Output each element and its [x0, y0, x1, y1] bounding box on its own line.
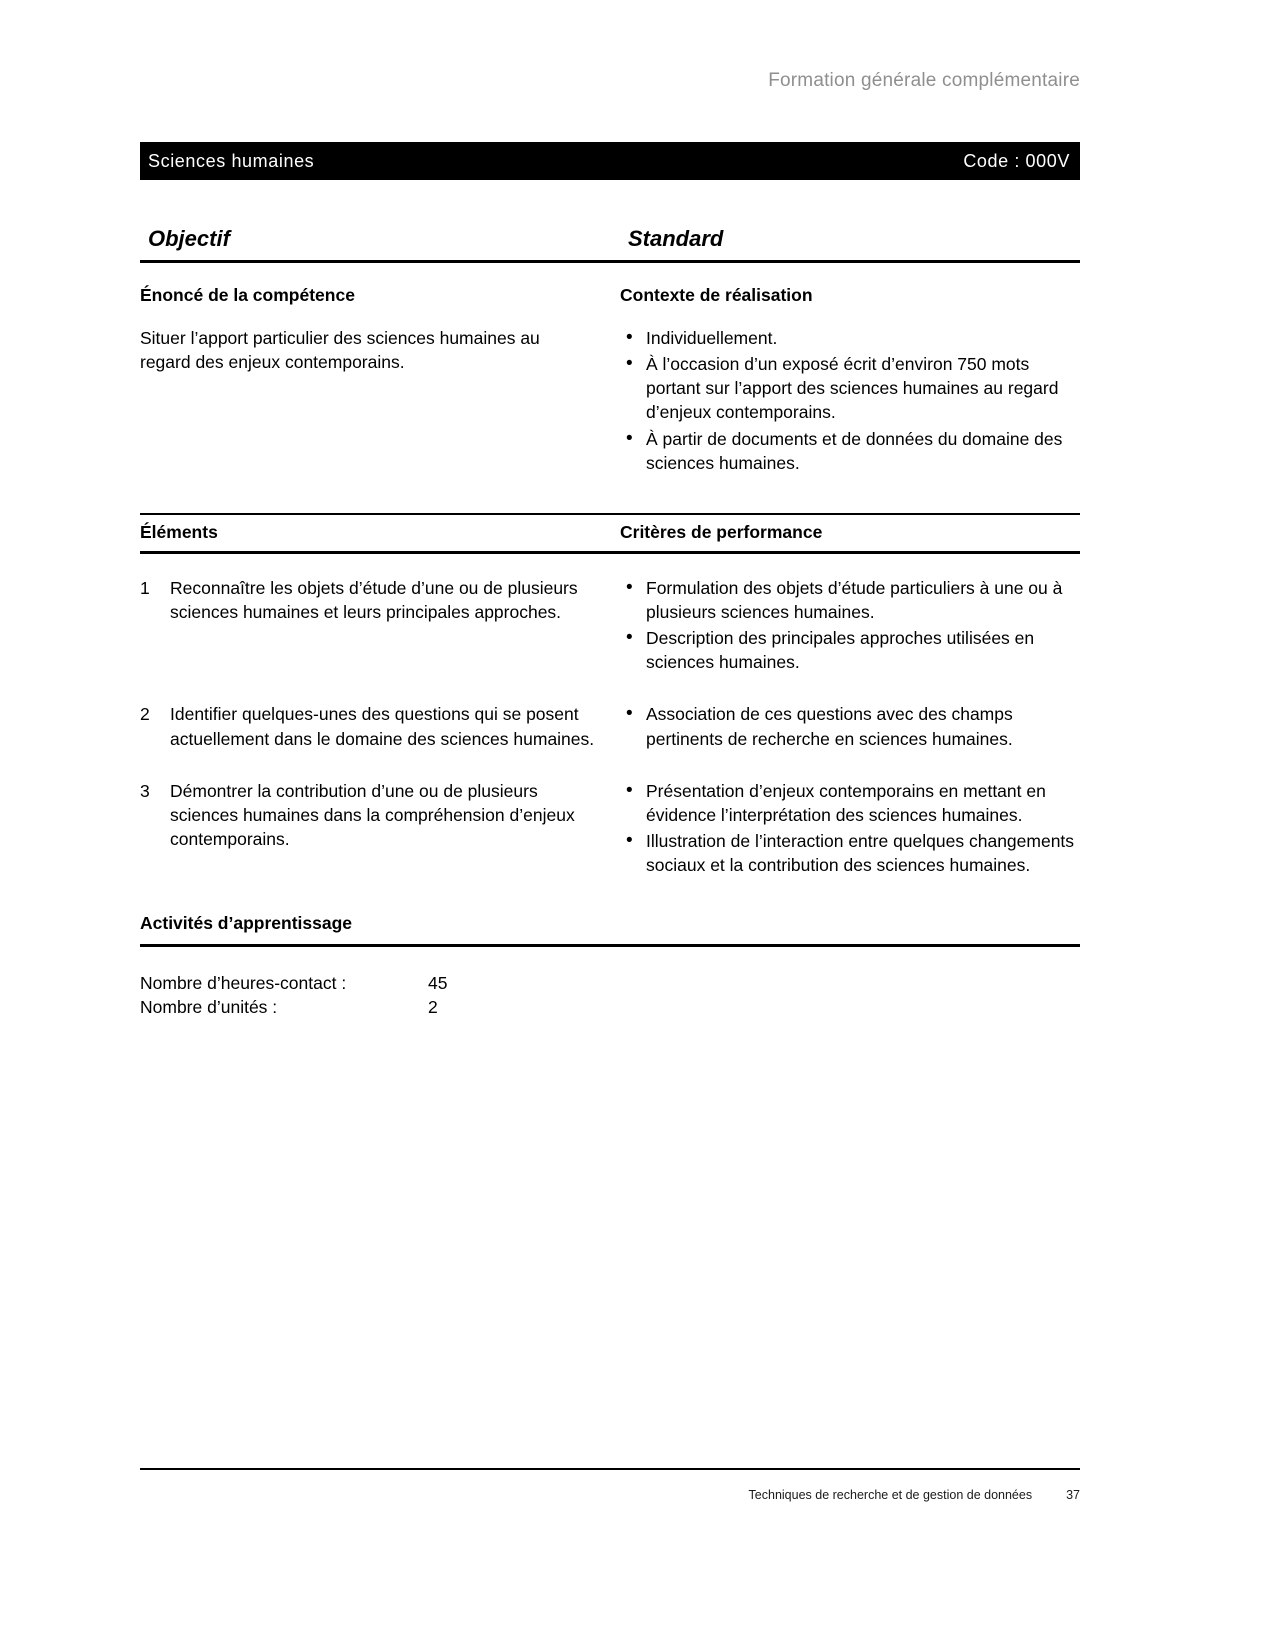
activity-item-units — [140, 995, 1080, 1019]
criteria-bullet: • Formulation des objets d’étude particuliers à une ou à plusieurs sciences humaines. — [620, 576, 1080, 624]
elements-heading: Éléments — [140, 521, 218, 542]
footer-page-number: 37 — [1066, 1488, 1080, 1502]
criteria-bullet: • Illustration de l’interaction entre quelques changements sociaux et la contribution des sciences humaines. — [620, 829, 1080, 877]
element-2 — [140, 702, 595, 752]
title-bar-course: Sciences humaines — [148, 150, 315, 171]
element-text: Identifier quelques-unes des questions qui se posent actuellement dans le domaine des sciences humaines. — [170, 704, 595, 749]
title-bar — [140, 142, 1080, 180]
header-note: Formation générale complémentaire — [768, 70, 1080, 91]
activity-label: Nombre d’heures-contact : — [140, 973, 347, 994]
criteres-heading: Critères de performance — [620, 521, 823, 542]
contexte-column — [620, 285, 1080, 477]
page-content — [140, 0, 1080, 1020]
contexte-heading: Contexte de réalisation — [620, 285, 813, 305]
criteria-bullet: • Présentation d’enjeux contemporains en mettant en évidence l’interprétation des sciences humaines. — [620, 779, 1080, 827]
activities-heading: Activités d’apprentissage — [140, 913, 1080, 947]
activity-item-hours — [140, 971, 1080, 995]
element-row-3 — [140, 779, 1080, 880]
competence-text: Situer l’apport particulier des sciences humaines au regard des enjeux contemporains. — [140, 328, 540, 373]
activity-value: 45 — [428, 973, 448, 994]
criteria-list-1 — [620, 576, 1080, 677]
elements-rows — [140, 576, 1080, 879]
page-footer — [140, 1468, 1080, 1502]
element-number: 1 — [140, 577, 150, 598]
element-row-1 — [140, 576, 1080, 677]
element-3 — [140, 779, 595, 880]
activity-label: Nombre d’unités : — [140, 997, 278, 1018]
activity-items — [140, 971, 1080, 1019]
criteria-bullet: • Description des principales approches utilisées en sciences humaines. — [620, 626, 1080, 674]
competence-column — [140, 285, 595, 477]
standard-header: Standard — [628, 226, 724, 251]
activity-value: 2 — [428, 997, 438, 1018]
criteria-list-2 — [620, 702, 1080, 752]
contexte-bullet: • À l’occasion d’un exposé écrit d’environ 750 mots portant sur l’apport des sciences humaines au regard d’enjeux contemporains. — [620, 352, 1080, 424]
elements-criteres-band — [140, 513, 1080, 554]
element-number: 2 — [140, 704, 150, 725]
objectif-header: Objectif — [148, 226, 230, 251]
title-bar-code: Code : 000V — [963, 150, 1070, 171]
competence-heading: Énoncé de la compétence — [140, 285, 355, 305]
contexte-bullet: • Individuellement. — [620, 326, 1080, 350]
element-row-2 — [140, 702, 1080, 752]
element-1 — [140, 576, 595, 677]
criteria-bullet: • Association de ces questions avec des champs pertinents de recherche en sciences humaines. — [620, 702, 1080, 750]
contexte-bullet: • À partir de documents et de données du domaine des sciences humaines. — [620, 427, 1080, 475]
contexte-bullet-list — [620, 326, 1080, 475]
element-text: Reconnaître les objets d’étude d’une ou de plusieurs sciences humaines et leurs principales approches. — [170, 577, 578, 622]
footer-title: Techniques de recherche et de gestion de données — [748, 1488, 1033, 1502]
competence-contexte-section — [140, 285, 1080, 477]
element-text: Démontrer la contribution d’une ou de plusieurs sciences humaines dans la compréhension d’enjeux contemporains. — [170, 780, 575, 849]
criteria-list-3 — [620, 779, 1080, 880]
column-headers — [140, 226, 1080, 263]
element-number: 3 — [140, 780, 150, 801]
